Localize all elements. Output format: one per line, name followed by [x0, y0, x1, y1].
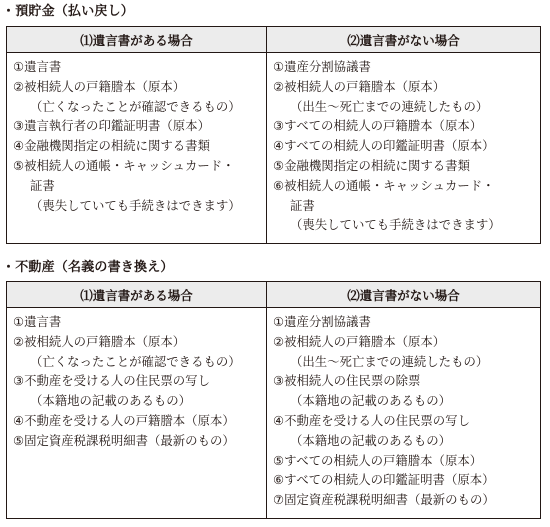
deposit-with-will-list: [13, 57, 266, 215]
deposit-body-row: [7, 53, 541, 244]
real-estate-without-will-cell: [267, 308, 541, 519]
requirement-continuation: （亡くなったことが確認できるもの）: [30, 98, 241, 114]
deposit-without-will-list: [273, 57, 540, 235]
requirement-text: ③遺言執行者の印鑑証明書（原本）: [13, 118, 210, 134]
requirement-text: ⑥被相続人の通帳・キャッシュカード・: [273, 177, 495, 193]
requirement-text: ③不動産を受ける人の住民票の写し: [13, 373, 210, 389]
requirement-item: [273, 116, 540, 136]
requirement-item: [13, 332, 266, 372]
deposit-with-will-header: ⑴遺言書がある場合: [7, 27, 267, 53]
real-estate-header-row: [7, 282, 541, 308]
real-estate-body-row: [7, 308, 541, 519]
real-estate-with-will-cell: [7, 308, 267, 519]
deposit-requirements-table: [6, 26, 541, 244]
requirement-text: ①遺言書: [13, 314, 62, 329]
requirement-item: [273, 156, 540, 176]
requirement-item: [273, 176, 540, 235]
requirement-continuation: （喪失していても手続きはできます）: [290, 217, 501, 233]
requirement-item: [13, 156, 266, 215]
requirement-text: ③被相続人の住民票の除票: [273, 373, 421, 389]
requirement-item: [273, 451, 540, 471]
requirement-text: ②被相続人の戸籍謄本（原本）: [13, 78, 186, 94]
real-estate-without-will-header: ⑵遺言書がない場合: [267, 282, 541, 308]
requirement-item: [13, 57, 266, 77]
requirement-item: [13, 136, 266, 156]
requirement-text: ⑦固定資産税課税明細書（最新のもの）: [273, 492, 495, 508]
requirement-item: [273, 490, 540, 510]
requirement-continuation: （出生～死亡までの連続したもの）: [290, 353, 489, 369]
requirement-item: [273, 136, 540, 156]
requirement-text: ⑤被相続人の通帳・キャッシュカード・: [13, 157, 235, 173]
requirement-text: ④不動産を受ける人の戸籍謄本（原本）: [13, 412, 235, 428]
requirement-text: ④不動産を受ける人の住民票の写し: [273, 412, 470, 428]
requirement-item: [273, 77, 540, 117]
requirement-item: [273, 411, 540, 451]
requirement-continuation: （本籍地の記載のあるもの）: [30, 393, 192, 409]
requirement-item: [13, 116, 266, 136]
requirement-item: [273, 470, 540, 490]
requirement-continuation: 証書: [30, 177, 55, 193]
requirement-item: [13, 411, 266, 431]
requirement-item: [13, 77, 266, 117]
requirement-text: ②被相続人の戸籍謄本（原本）: [273, 78, 446, 94]
requirement-text: ②被相続人の戸籍謄本（原本）: [273, 333, 446, 349]
requirement-item: [273, 371, 540, 411]
requirement-text: ⑤固定資産税課税明細書（最新のもの）: [13, 432, 235, 448]
requirement-item: [13, 371, 266, 411]
real-estate-without-will-list: [273, 312, 540, 510]
requirement-text: ⑤金融機関指定の相続に関する書類: [273, 157, 470, 173]
requirement-continuation: （本籍地の記載のあるもの）: [290, 393, 452, 409]
requirement-text: ①遺産分割協議書: [273, 314, 371, 329]
deposit-without-will-header: ⑵遺言書がない場合: [267, 27, 541, 53]
requirement-text: ④金融機関指定の相続に関する書類: [13, 138, 210, 154]
requirement-item: [13, 312, 266, 332]
deposit-without-will-cell: [267, 53, 541, 244]
real-estate-with-will-list: [13, 312, 266, 451]
requirement-text: ⑤すべての相続人の戸籍謄本（原本）: [273, 452, 483, 468]
requirement-continuation: （亡くなったことが確認できるもの）: [30, 353, 241, 369]
deposit-header-row: [7, 27, 541, 53]
deposit-section-title: ・預貯金（払い戻し）: [2, 4, 135, 19]
requirement-continuation: （出生～死亡までの連続したもの）: [290, 98, 489, 114]
requirement-text: ④すべての相続人の印鑑証明書（原本）: [273, 138, 495, 154]
real-estate-with-will-header: ⑴遺言書がある場合: [7, 282, 267, 308]
deposit-with-will-cell: [7, 53, 267, 244]
requirement-continuation: 証書: [290, 197, 315, 213]
requirement-text: ③すべての相続人の戸籍謄本（原本）: [273, 118, 483, 134]
requirement-item: [273, 312, 540, 332]
requirement-text: ⑥すべての相続人の印鑑証明書（原本）: [273, 472, 495, 488]
requirement-text: ②被相続人の戸籍謄本（原本）: [13, 333, 186, 349]
requirement-text: ①遺産分割協議書: [273, 59, 371, 74]
requirement-item: [273, 332, 540, 372]
requirement-item: [13, 431, 266, 451]
requirement-text: ①遺言書: [13, 59, 62, 74]
requirement-item: [273, 57, 540, 77]
real-estate-requirements-table: [6, 281, 541, 519]
requirement-continuation: （喪失していても手続きはできます）: [30, 197, 241, 213]
real-estate-section-title: ・不動産（名義の書き換え）: [2, 260, 174, 275]
requirement-continuation: （本籍地の記載のあるもの）: [290, 432, 452, 448]
